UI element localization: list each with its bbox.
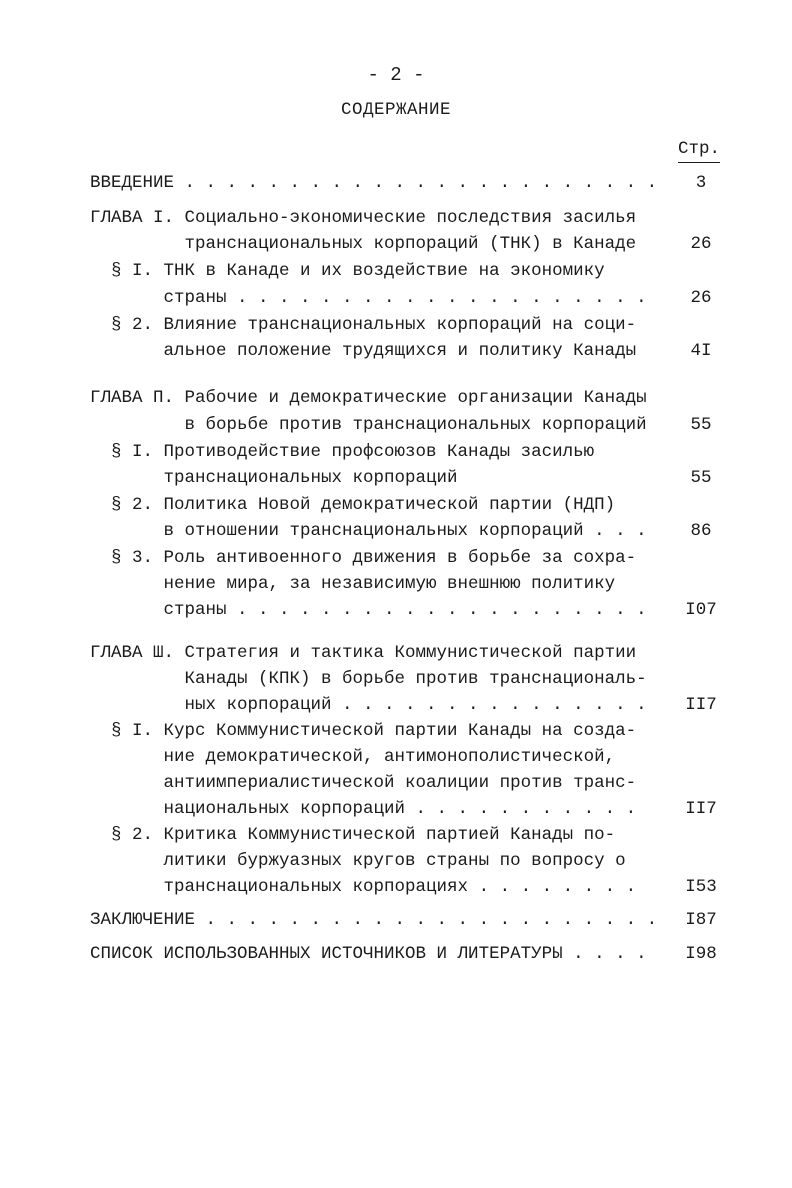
toc-line: ВВЕДЕНИЕ . . . . . . . . . . . . . . . . . . . . . . .	[90, 173, 658, 193]
toc-line: ние демократической, антимонополистической,	[90, 747, 616, 767]
toc-line: § I. ТНК в Канаде и их воздействие на экономику	[90, 261, 605, 281]
toc-line: § I. Противодействие профсоюзов Канады засилью	[90, 442, 595, 462]
page-column-header: Стр.	[678, 136, 720, 163]
toc-line: нение мира, за независимую внешнюю политику	[90, 574, 616, 594]
toc-line: § I. Курс Коммунистической партии Канады на созда-	[90, 721, 637, 741]
toc-line: ГЛАВА Ш. Стратегия и тактика Коммунистической партии	[90, 643, 637, 663]
toc-line: альное положение трудящихся и политику Канады	[90, 341, 637, 361]
toc-page-number: I98	[685, 944, 717, 964]
toc-page-number: I07	[685, 600, 717, 620]
toc-line: § 2. Влияние транснациональных корпораций на соци-	[90, 315, 637, 335]
toc-line: ных корпораций . . . . . . . . . . . . . . .	[90, 695, 647, 715]
toc-page-number: II7	[685, 799, 717, 819]
toc-line: Канады (КПК) в борьбе против транснациональ-	[90, 669, 647, 689]
page-number: - 2 -	[367, 64, 425, 86]
toc-page-number: 26	[690, 234, 712, 254]
toc-line: транснациональных корпораций (ТНК) в Канаде	[90, 234, 637, 254]
toc-line: ГЛАВА I. Социально-экономические последствия засилья	[90, 208, 637, 228]
toc-line: транснациональных корпораций	[90, 468, 458, 488]
toc-line: страны . . . . . . . . . . . . . . . . . . . .	[90, 288, 647, 308]
toc-line: § 3. Роль антивоенного движения в борьбе за сохра-	[90, 548, 637, 568]
toc-line: ГЛАВА П. Рабочие и демократические организации Канады	[90, 388, 647, 408]
toc-line: в отношении транснациональных корпораций . . .	[90, 521, 647, 541]
page-title: СОДЕРЖАНИЕ	[340, 100, 452, 120]
toc-page-number: 55	[690, 415, 712, 435]
toc-line: § 2. Политика Новой демократической партии (НДП)	[90, 495, 616, 515]
toc-page-number: 55	[690, 468, 712, 488]
toc-line: § 2. Критика Коммунистической партией Канады по-	[90, 825, 616, 845]
toc-page-number: II7	[685, 695, 717, 715]
toc-page-number: I53	[685, 877, 717, 897]
toc-line: в борьбе против транснациональных корпораций	[90, 415, 647, 435]
toc-page-number: 4I	[690, 341, 712, 361]
toc-line: ЗАКЛЮЧЕНИЕ . . . . . . . . . . . . . . . . . . . . . .	[90, 910, 658, 930]
toc-page-number: 26	[690, 288, 712, 308]
toc-line: страны . . . . . . . . . . . . . . . . . . . .	[90, 600, 647, 620]
toc-page-number: I87	[685, 910, 717, 930]
toc-line: антиимпериалистической коалиции против транс-	[90, 773, 637, 793]
toc-line: литики буржуазных кругов страны по вопросу о	[90, 851, 626, 871]
toc-line: национальных корпораций . . . . . . . . . . .	[90, 799, 637, 819]
toc-page-number: 3	[695, 173, 707, 193]
toc-line: транснациональных корпорациях . . . . . . . .	[90, 877, 637, 897]
toc-page-number: 86	[690, 521, 712, 541]
toc-line: СПИСОК ИСПОЛЬЗОВАННЫХ ИСТОЧНИКОВ И ЛИТЕРАТУРЫ . . . .	[90, 944, 647, 964]
